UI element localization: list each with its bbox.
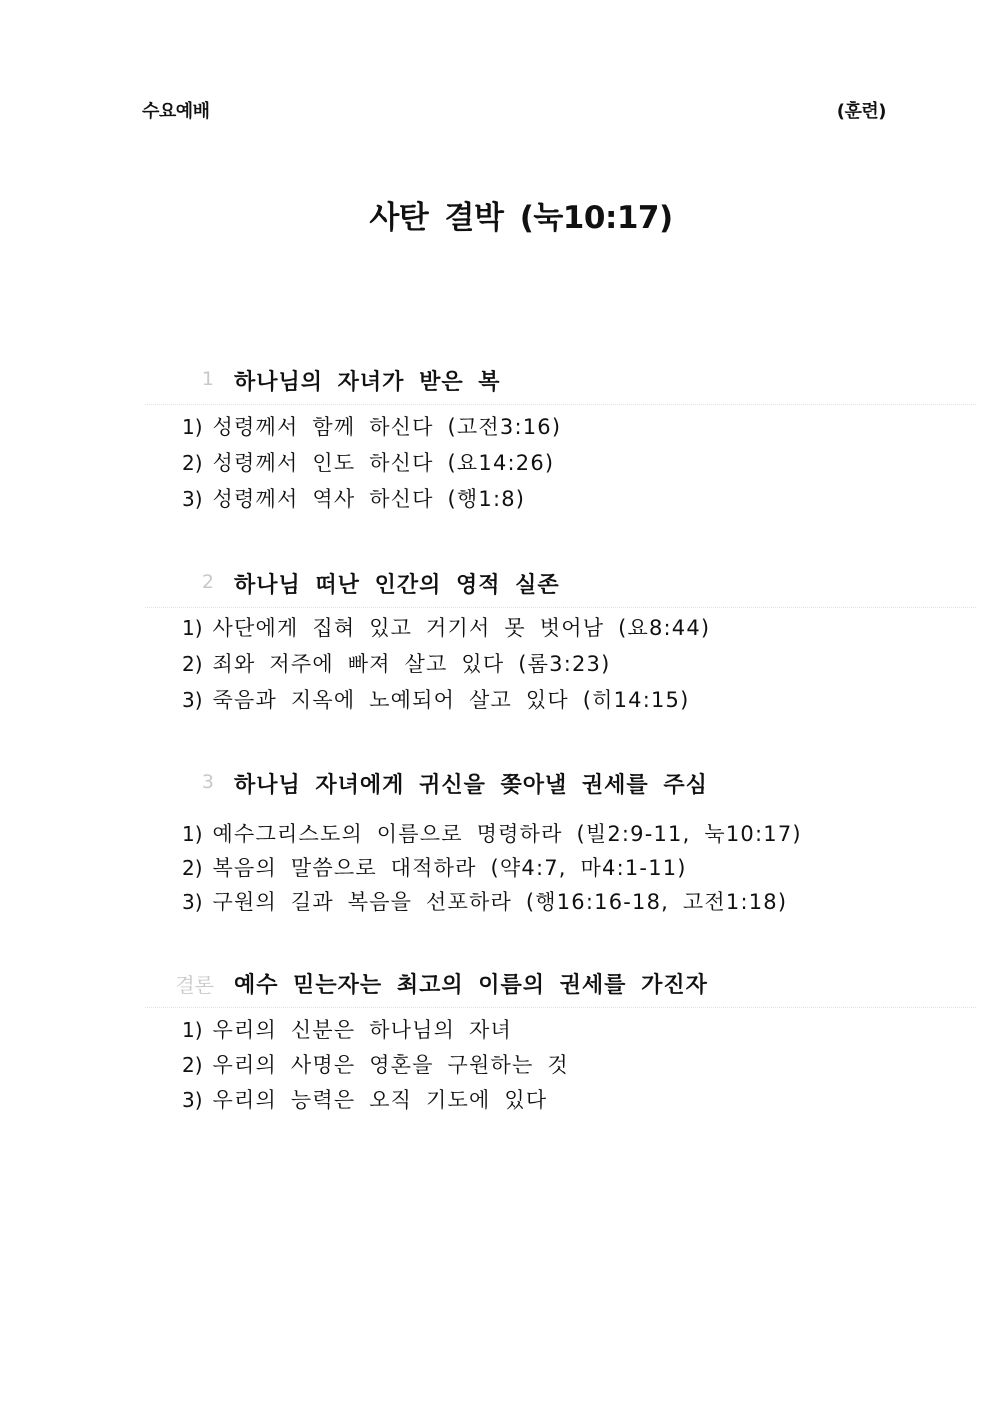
item-text: 사단에게 집혀 있고 거기서 못 벗어남 (요8:44) xyxy=(212,616,711,640)
section-divider xyxy=(145,607,976,608)
section-divider xyxy=(145,404,976,405)
list-item xyxy=(182,885,802,919)
section-heading xyxy=(0,765,996,805)
item-number: 1) xyxy=(182,415,203,439)
item-number: 3) xyxy=(182,487,203,511)
item-text: 우리의 능력은 오직 기도에 있다 xyxy=(212,1088,548,1112)
section-2 xyxy=(0,565,996,712)
item-text: 죽음과 지옥에 노예되어 살고 있다 (히14:15) xyxy=(212,688,690,712)
header-left-label: 수요예배 xyxy=(142,101,210,122)
item-list xyxy=(182,610,710,718)
list-item xyxy=(182,1048,569,1083)
item-text: 성령께서 함께 하신다 (고전3:16) xyxy=(212,415,562,439)
list-item xyxy=(182,409,561,445)
section-number: 2 xyxy=(201,571,214,593)
item-text: 예수그리스도의 이름으로 명령하라 (빌2:9-11, 눅10:17) xyxy=(212,822,802,846)
list-item xyxy=(182,610,710,646)
item-number: 1) xyxy=(182,822,203,846)
item-number: 2) xyxy=(182,1053,203,1077)
item-text: 복음의 말씀으로 대적하라 (약4:7, 마4:1-11) xyxy=(212,856,687,880)
section-conclusion xyxy=(0,965,996,1112)
page-title: 사탄 결박 (눅10:17) xyxy=(369,200,673,236)
section-1 xyxy=(0,362,996,511)
section-title: 하나님 떠난 인간의 영적 실존 xyxy=(234,573,560,598)
list-item xyxy=(182,682,710,718)
section-number: 결론 xyxy=(175,973,214,997)
item-number: 3) xyxy=(182,890,203,914)
list-item xyxy=(182,445,561,481)
item-list xyxy=(182,409,561,517)
item-list xyxy=(182,1013,569,1118)
item-text: 성령께서 역사 하신다 (행1:8) xyxy=(212,487,526,511)
item-number: 3) xyxy=(182,688,203,712)
item-number: 2) xyxy=(182,451,203,475)
item-number: 1) xyxy=(182,616,203,640)
section-3 xyxy=(0,765,996,914)
item-text: 우리의 사명은 영혼을 구원하는 것 xyxy=(212,1053,569,1077)
section-title: 예수 믿는자는 최고의 이름의 권세를 가진자 xyxy=(234,973,708,998)
list-item xyxy=(182,646,710,682)
item-number: 1) xyxy=(182,1018,203,1042)
item-number: 2) xyxy=(182,652,203,676)
item-text: 성령께서 인도 하신다 (요14:26) xyxy=(212,451,555,475)
item-text: 우리의 신분은 하나님의 자녀 xyxy=(212,1018,512,1042)
section-number: 1 xyxy=(201,368,214,390)
list-item xyxy=(182,851,802,885)
section-title: 하나님의 자녀가 받은 복 xyxy=(234,370,501,395)
item-number: 3) xyxy=(182,1088,203,1112)
item-number: 2) xyxy=(182,856,203,880)
item-text: 구원의 길과 복음을 선포하라 (행16:16-18, 고전1:18) xyxy=(212,890,788,914)
section-title: 하나님 자녀에게 귀신을 쫒아낼 권세를 주심 xyxy=(234,773,708,798)
item-list xyxy=(182,817,802,919)
section-heading xyxy=(0,565,996,605)
section-heading xyxy=(0,362,996,402)
section-number: 3 xyxy=(201,771,214,793)
header-right-label: (훈련) xyxy=(836,101,886,122)
item-text: 죄와 저주에 빠져 살고 있다 (롬3:23) xyxy=(212,652,611,676)
list-item xyxy=(182,481,561,517)
section-heading xyxy=(0,965,996,1005)
list-item xyxy=(182,1013,569,1048)
list-item xyxy=(182,817,802,851)
list-item xyxy=(182,1083,569,1118)
section-divider xyxy=(145,1007,976,1008)
